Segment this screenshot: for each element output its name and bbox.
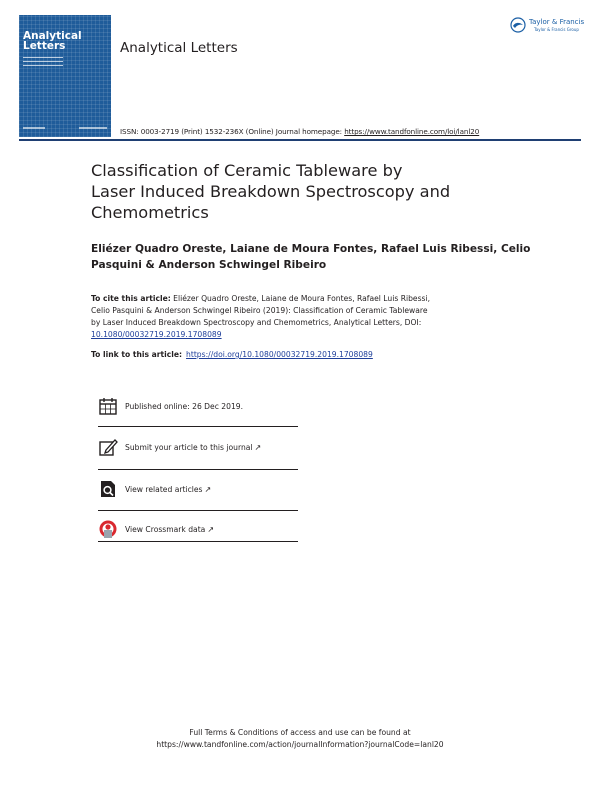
citation-line-1: Eliézer Quadro Oreste, Laiane de Moura Fontes, Rafael Luis Ribessi, [170,294,431,303]
authors-line: Pasquini & Anderson Schwingel Ribeiro [91,259,327,271]
article-authors [91,241,531,273]
submit-article-link[interactable] [125,443,261,452]
journal-homepage-link[interactable]: https://www.tandfonline.com/loi/lanl20 [344,127,480,136]
citation-line-3: by Laser Induced Breakdown Spectroscopy and Chemometrics, Analytical Letters, DOI: [91,318,422,327]
citation-doi-link[interactable]: 10.1080/00032719.2019.1708089 [91,330,222,339]
submit-article-item[interactable] [98,434,298,460]
article-title-line: Laser Induced Breakdown Spectroscopy and [91,182,451,201]
footer-line-1: Full Terms & Conditions of access and use can be found at [189,728,411,737]
footer-terms [0,727,600,751]
article-title-line: Chemometrics [91,203,209,222]
published-online-item [98,393,298,419]
submit-article-label: Submit your article to this journal [125,443,253,452]
crossmark-label: View Crossmark data [125,525,206,534]
publisher-logo-icon [510,17,526,33]
publisher-logo [510,15,585,39]
citation-label: To cite this article: [91,294,171,303]
authors-line: Eliézer Quadro Oreste, Laiane de Moura Fontes, Rafael Luis Ribessi, Celio [91,243,531,255]
item-divider [98,510,298,511]
header-rule [19,139,581,141]
article-doi-link[interactable]: https://doi.org/10.1080/00032719.2019.1708089 [186,350,373,359]
publisher-group: Taylor & Francis Group [534,27,579,32]
external-link-icon: ↗ [207,525,215,534]
cover-decoration [23,57,63,69]
crossmark-icon [98,519,118,539]
citation-block [91,293,521,341]
related-articles-label: View related articles [125,485,203,494]
document-search-icon [98,479,118,499]
journal-name: Analytical Letters [120,40,238,56]
publisher-name: Taylor & Francis [529,18,585,26]
cover-footer [23,127,107,133]
cover-title: Analytical Letters [23,30,82,52]
citation-line-2: Celio Pasquini & Anderson Schwingel Ribeiro (2019): Classification of Ceramic Tableware [91,306,428,315]
issn-text: ISSN: 0003-2719 (Print) 1532-236X (Online) Journal homepage: [120,127,345,136]
article-title-line: Classification of Ceramic Tableware by [91,161,403,180]
item-divider [98,469,298,470]
issn-line [120,127,479,136]
article-link-line [91,349,521,361]
related-articles-item[interactable] [98,476,298,502]
crossmark-link[interactable] [125,525,214,534]
link-label: To link to this article: [91,350,183,359]
related-articles-link[interactable] [125,485,211,494]
calendar-icon [98,396,118,416]
external-link-icon: ↗ [204,485,212,494]
footer-terms-link[interactable]: https://www.tandfonline.com/action/journalInformation?journalCode=lanl20 [156,740,444,749]
crossmark-item[interactable] [98,516,298,542]
item-divider [98,541,298,542]
article-title [91,160,511,223]
published-online-text: Published online: 26 Dec 2019. [125,402,244,411]
journal-cover-image [19,15,111,137]
edit-icon [98,437,118,457]
external-link-icon: ↗ [254,443,262,452]
item-divider [98,426,298,427]
